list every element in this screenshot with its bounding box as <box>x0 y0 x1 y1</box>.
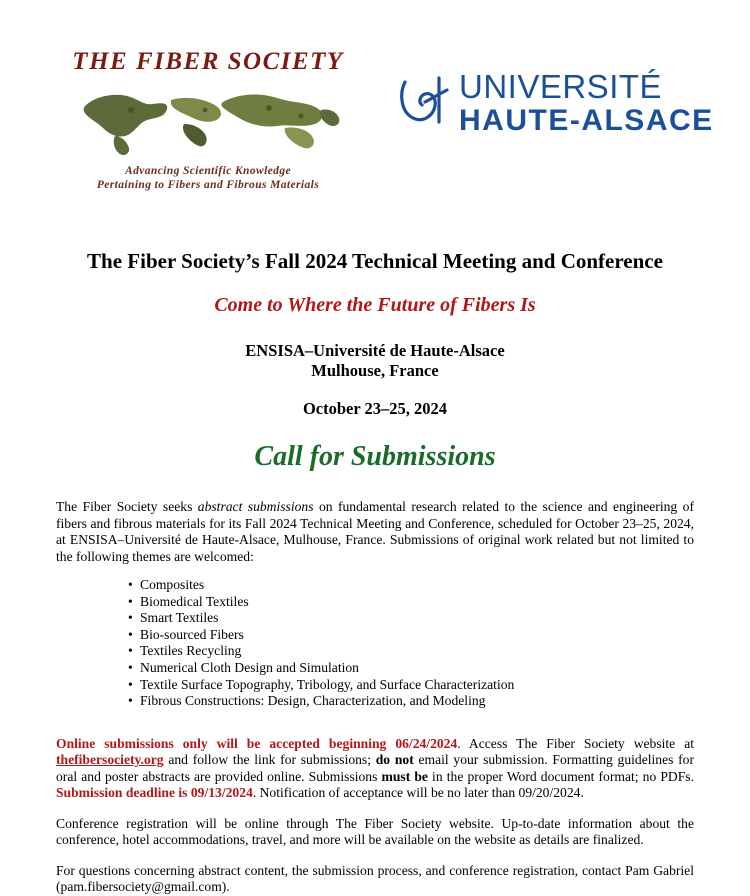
uha-logo-line2: HAUTE-ALSACE <box>459 104 714 137</box>
document-body <box>0 499 750 896</box>
contact-paragraph: For questions concerning abstract content, the submission process, and conference registration, contact Pam Gabriel (pam.fibersociety@gmail.com). <box>56 862 694 895</box>
venue-line2: Mulhouse, France <box>311 361 439 380</box>
list-item: • Biomedical Textiles <box>128 594 694 611</box>
world-map-icon <box>73 80 343 160</box>
submissions-open-notice: Online submissions only will be accepted beginning 06/24/2024 <box>56 735 458 751</box>
fiber-society-logo <box>58 48 358 192</box>
fiber-society-tagline-line1: Advancing Scientific Knowledge <box>125 165 291 177</box>
list-item: • Textile Surface Topography, Tribology, and Surface Characterization <box>128 677 694 694</box>
intro-text-1: The Fiber Society seeks <box>56 499 198 514</box>
submissions-text-5: . Notification of acceptance will be no later than 09/20/2024. <box>252 785 584 801</box>
page-title: The Fiber Society’s Fall 2024 Technical Meeting and Conference <box>87 249 663 273</box>
header-logos <box>0 0 750 215</box>
list-item: • Textiles Recycling <box>128 643 694 660</box>
conference-dates: October 23–25, 2024 <box>302 399 448 418</box>
fiber-society-logo-tagline <box>58 164 358 192</box>
uha-logo-line1: UNIVERSITÉ <box>459 68 663 105</box>
conference-tagline: Come to Where the Future of Fibers Is <box>214 294 536 316</box>
submissions-bold-must-be: must be <box>381 768 428 784</box>
intro-text-2: on fundamental research related to the science and engineering of fibers and fibrous materials for its Fall 2024 Technical Meeting and Conference, scheduled for October 23–25, 2024, at ENSISA–Université de Haute-Alsace, Mulhouse, France. Submissions of original work related but not limited to the following themes are welcomed: <box>56 499 694 564</box>
list-item: • Smart Textiles <box>128 610 694 627</box>
submissions-bold-do-not: do not <box>375 752 414 768</box>
registration-paragraph: Conference registration will be online through The Fiber Society website. Up-to-date information about the conference, hotel accommodations, travel, and more will be available on the website as details are finalized. <box>56 815 694 848</box>
uha-logo-text <box>459 70 714 136</box>
submission-deadline: Submission deadline is 09/13/2024 <box>56 785 253 801</box>
venue-line1: ENSISA–Université de Haute-Alsace <box>245 341 505 360</box>
submissions-text-2: and follow the link for submissions; <box>163 752 376 768</box>
themes-list <box>56 577 694 710</box>
list-item: • Composites <box>128 577 694 594</box>
fiber-society-logo-title: THE FIBER SOCIETY <box>72 48 344 75</box>
venue-block <box>0 341 750 381</box>
list-item: • Bio-sourced Fibers <box>128 627 694 644</box>
fiber-society-tagline-line2: Pertaining to Fibers and Fibrous Materials <box>96 179 320 191</box>
submissions-text-4: in the proper Word document format; no PDFs. <box>427 768 694 784</box>
uha-monogram-icon <box>395 72 453 135</box>
intro-paragraph <box>56 499 694 565</box>
intro-emphasis: abstract submissions <box>197 499 314 514</box>
submissions-paragraph <box>56 736 694 802</box>
fiber-society-website-link[interactable]: thefibersociety.org <box>56 752 164 768</box>
list-item: • Fibrous Constructions: Design, Characterization, and Modeling <box>128 693 694 710</box>
call-for-submissions-heading: Call for Submissions <box>254 441 496 472</box>
submissions-text-1: . Access The Fiber Society website at <box>457 735 695 751</box>
list-item: • Numerical Cloth Design and Simulation <box>128 660 694 677</box>
submissions-text-3: email your submission. Formatting guidelines for oral and poster abstracts are provided online. Submissions <box>56 752 695 784</box>
universite-haute-alsace-logo <box>395 70 714 136</box>
